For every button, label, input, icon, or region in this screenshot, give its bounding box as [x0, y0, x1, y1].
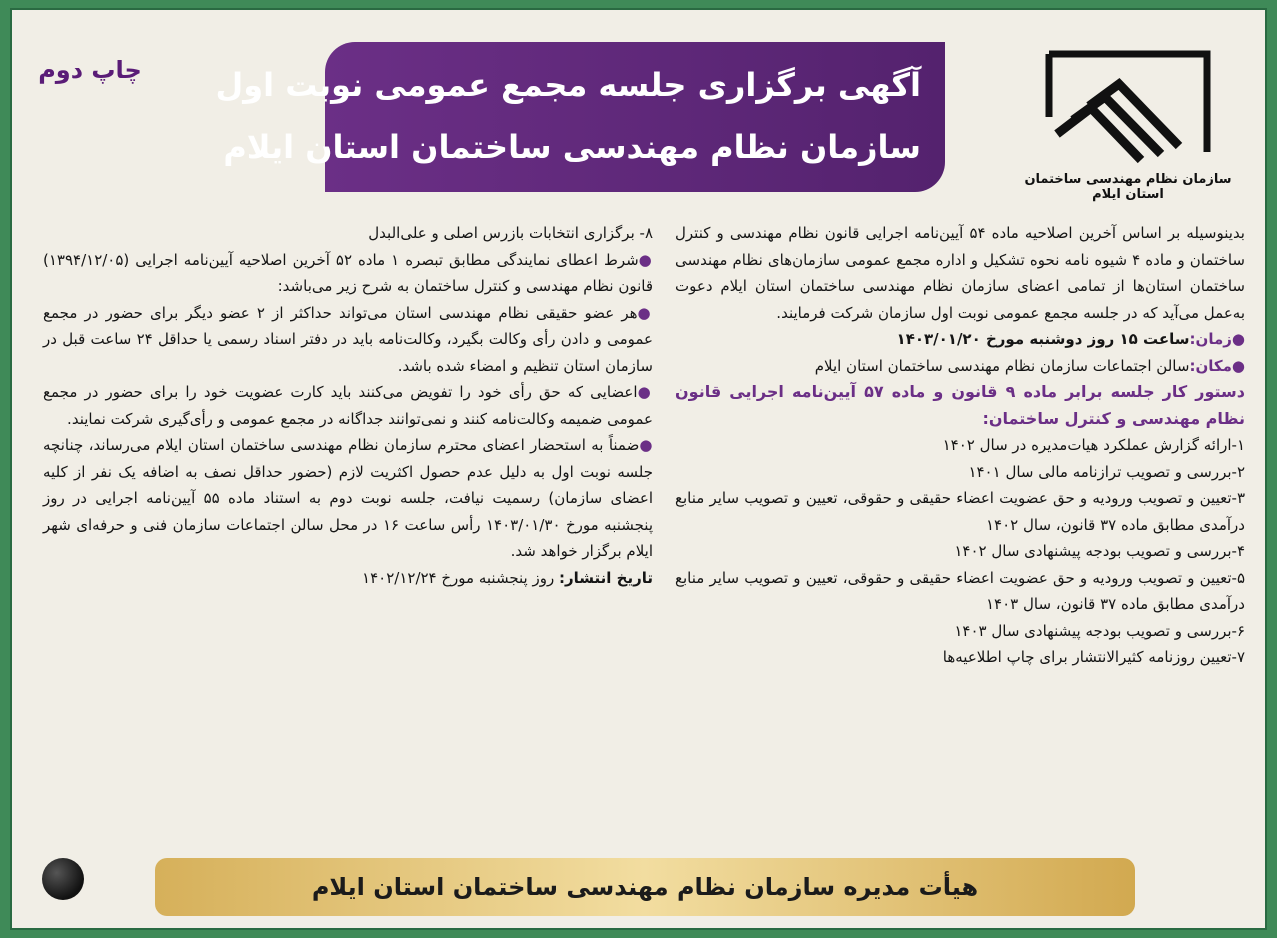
proxy-condition-paragraph: ●شرط اعطای نمایندگی مطابق تبصره ۱ ماده ۵۲ آخرین اصلاحیه آیین‌نامه اجرایی (۱۳۹۴/۱۲/۰۵) قانون نظام مهندسی و کنترل ساختمان به شرح زیر می‌باشد:	[43, 250, 653, 295]
title-line-2: سازمان نظام مهندسی ساختمان استان ایلام	[223, 128, 921, 166]
right-column	[675, 220, 1245, 671]
publish-value: روز پنجشنبه مورخ ۱۴۰۲/۱۲/۲۴	[362, 568, 555, 587]
board-signature: هیأت مدیره سازمان نظام مهندسی ساختمان استان ایلام	[155, 858, 1135, 916]
agenda-item: ۴-بررسی و تصویب بودجه پیشنهادی سال ۱۴۰۲	[954, 542, 1245, 560]
left-column	[43, 220, 653, 591]
publish-date-line	[43, 565, 653, 592]
bullet-icon: ●	[1231, 330, 1245, 348]
bullet-icon: ●	[637, 383, 653, 401]
agenda-item: ۶-بررسی و تصویب بودجه پیشنهادی سال ۱۴۰۳	[954, 621, 1245, 640]
place-label: مکان:	[1189, 356, 1232, 375]
building-logo-icon	[1043, 42, 1213, 172]
place-value: سالن اجتماعات سازمان نظام مهندسی ساختمان استان ایلام	[814, 356, 1190, 375]
agenda-item: ۲-بررسی و تصویب ترازنامه مالی سال ۱۴۰۱	[968, 462, 1245, 481]
delegation-paragraph: ●اعضایی که حق رأی خود را تفویض می‌کنند باید کارت عضویت خود را برای حضور در مجمع عمومی ضمیمه وکالت‌نامه کنند و نمی‌توانند جداگانه در مجمع عمومی و رأی‌گیری شرکت نمایند.	[43, 383, 653, 428]
org-caption: سازمان نظام مهندسی ساختمان استان ایلام	[1024, 172, 1232, 202]
time-label: زمان:	[1189, 330, 1232, 348]
time-line	[675, 326, 1245, 353]
logo	[1003, 32, 1253, 202]
agenda-item: ۷-تعیین روزنامه کثیرالانتشار برای چاپ اطلاعیه‌ها	[942, 648, 1245, 666]
intro-paragraph: بدینوسیله بر اساس آخرین اصلاحیه ماده ۵۴ آیین‌نامه اجرایی قانون نظام مهندسی و کنترل ساختمان و ماده ۴ شیوه نامه نحوه تشکیل و اداره مجمع عمومی سازمان‌های نظام مهندسی ساختمان استان‌ها از تمامی اعضای سازمان نظام مهندسی ساختمان استان ایلام دعوت به‌عمل می‌آید که در جلسه مجمع عمومی نوبت اول سازمان شرکت فرمایند.	[675, 224, 1246, 322]
place-line	[675, 353, 1245, 380]
bullet-icon: ●	[637, 303, 653, 322]
punch-hole-icon	[42, 858, 84, 900]
bullet-icon: ●	[639, 436, 653, 454]
bullet-icon: ●	[1231, 356, 1245, 375]
bullet-icon: ●	[638, 250, 653, 269]
advertisement-page	[10, 8, 1267, 930]
second-session-paragraph: ●ضمناً به استحضار اعضای محترم سازمان نظام مهندسی ساختمان استان ایلام می‌رساند، چنانچه جلسه نوبت اول به دلیل عدم حصول اکثریت لازم (حضور حداقل نصف به اضافه یک نفر از کلیه اعضای سازمان) رسمیت نیافت، جلسه نوبت دوم به استناد ماده ۵۵ آیین‌نامه اجرایی در روز پنجشنبه مورخ ۱۴۰۳/۰۱/۳۰ رأس ساعت ۱۶ در محل سالن اجتماعات سازمان فنی و حرفه‌ای شهر ایلام برگزار خواهد شد.	[43, 436, 654, 560]
proxy-rule-paragraph: ●هر عضو حقیقی نظام مهندسی استان می‌تواند حداکثر از ۲ عضو دیگر برای حضور در مجمع عمومی و دادن رأی وکالت بگیرد، وکالت‌نامه باید در دفتر اسناد رسمی یا حداقل ۲۴ ساعت قبل در سازمان استان تنظیم و امضاء شده باشد.	[43, 303, 653, 375]
publish-label: تاریخ انتشار:	[559, 568, 653, 587]
title-line-1: آگهی برگزاری جلسه مجمع عمومی نوبت اول	[215, 66, 921, 104]
reprint-label: چاپ دوم	[38, 56, 142, 84]
agenda-title: دستور کار جلسه برابر ماده ۹ قانون و ماده ۵۷ آیین‌نامه اجرایی قانون نظام مهندسی و کنترل ساختمان:	[675, 382, 1245, 428]
agenda-item-8: ۸- برگزاری انتخابات بازرس اصلی و علی‌البدل	[368, 224, 653, 242]
agenda-item: ۵-تعیین و تصویب ورودیه و حق عضویت اعضاء حقیقی و حقوقی، تعیین و تصویب سایر منابع درآمدی مطابق ماده ۳۷ قانون، سال ۱۴۰۳	[675, 568, 1245, 613]
time-value: ساعت ۱۵ روز دوشنبه مورخ ۱۴۰۳/۰۱/۲۰	[896, 330, 1190, 348]
agenda-item: ۱-ارائه گزارش عملکرد هیات‌مدیره در سال ۱۴۰۲	[942, 436, 1245, 454]
agenda-item: ۳-تعیین و تصویب ورودیه و حق عضویت اعضاء حقیقی و حقوقی، تعیین و تصویب سایر منابع درآمدی مطابق ماده ۳۷ قانون، سال ۱۴۰۲	[675, 489, 1245, 534]
title-banner	[215, 42, 945, 192]
